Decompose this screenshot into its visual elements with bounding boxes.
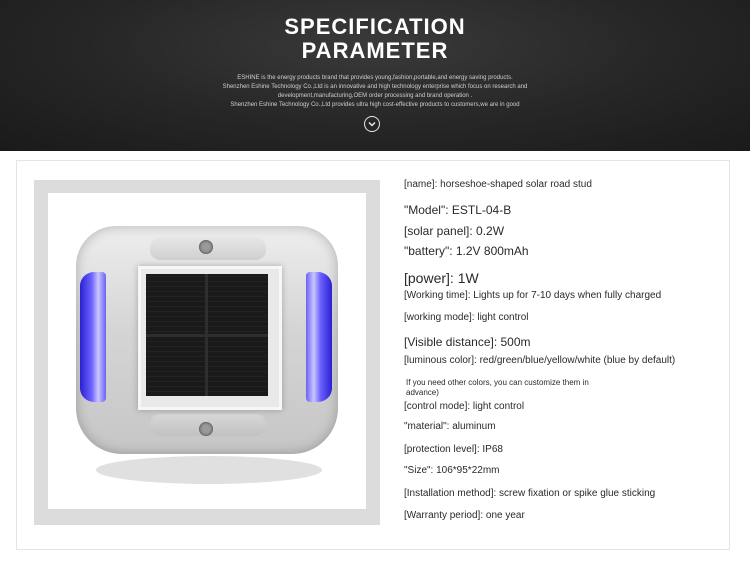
header-banner <box>0 0 750 151</box>
banner-desc-line: Shenzhen Eshine Technology Co.,Ltd is an innovative and high technology enterprise which focus on research and <box>222 84 528 90</box>
spec-size: "Size": 106*95*22mm <box>404 465 500 476</box>
banner-title-line1: SPECIFICATION <box>284 14 466 39</box>
spec-solar-panel: [solar panel]: 0.2W <box>404 224 505 238</box>
screw-hole <box>199 422 213 436</box>
spec-warranty: [Warranty period]: one year <box>404 510 525 521</box>
spec-working-mode: [working mode]: light control <box>404 312 529 323</box>
chevron-down-circle-icon[interactable] <box>364 116 380 132</box>
banner-desc-line: Shenzhen Eshine Technology Co.,Ltd provides ultra high cost-effective products to customers,we are in good <box>230 102 520 108</box>
spec-working-time: [Working time]: Lights up for 7-10 days when fully charged <box>404 290 662 301</box>
spec-protection-level: [protection level]: IP68 <box>404 444 503 455</box>
spec-material: "material": aluminum <box>404 421 496 432</box>
spec-name: [name]: horseshoe-shaped solar road stud <box>404 179 592 190</box>
spec-luminous-color: [luminous color]: red/green/blue/yellow/white (blue by default) <box>404 355 676 366</box>
screw-hole <box>199 240 213 254</box>
spec-installation-method: [Installation method]: screw fixation or spike glue sticking <box>404 488 656 499</box>
spec-color-note: If you need other colors, you can customize them in advance) <box>406 378 589 397</box>
product-shadow <box>96 456 322 484</box>
banner-desc-line: development,manufacturing,OEM order processing and brand operation . <box>277 93 473 99</box>
spec-battery: "battery": 1.2V 800mAh <box>404 244 529 258</box>
reflector-lens-left <box>80 272 106 402</box>
spec-control-mode: [control mode]: light control <box>404 401 525 412</box>
solar-panel <box>146 274 268 396</box>
banner-title-line2: PARAMETER <box>301 38 449 63</box>
spec-model: "Model": ESTL-04-B <box>404 203 512 217</box>
banner-desc-line: ESHINE is the energy products brand that provides young,fashion,portable,and energy saving products. <box>237 75 513 81</box>
reflector-lens-right <box>306 272 332 402</box>
spec-visible-distance: [Visible distance]: 500m <box>404 335 531 349</box>
spec-power: [power]: 1W <box>404 270 479 286</box>
